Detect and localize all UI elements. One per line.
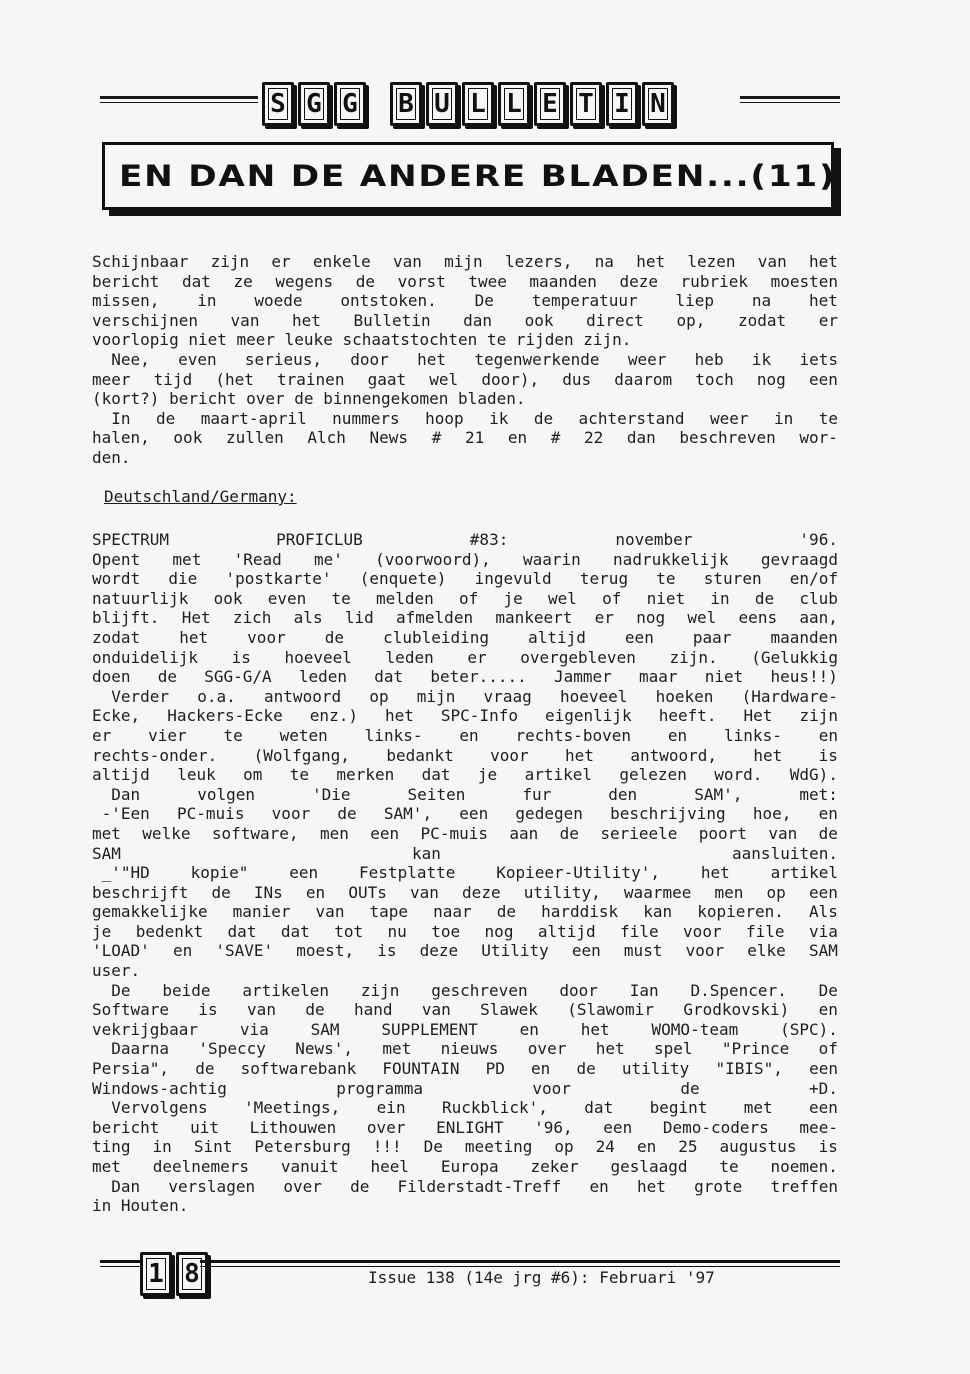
text-line: altijd leuk om te merken dat je artikel gelezen word. WdG). bbox=[92, 765, 838, 785]
article-intro bbox=[92, 252, 838, 468]
footer-rule-left bbox=[100, 1260, 140, 1263]
logo-letter: I bbox=[606, 82, 638, 126]
logo-letter: G bbox=[298, 82, 330, 126]
text-line: Software is van de hand van Slawek (Slawomir Grodkovski) en bbox=[92, 1000, 838, 1020]
text-line: De beide artikelen zijn geschreven door Ian D.Spencer. De bbox=[92, 980, 838, 1000]
text-line: wordt die 'postkarte' (enquete) ingevuld terug te sturen en/of bbox=[92, 569, 838, 589]
logo-letter: L bbox=[462, 82, 494, 126]
text-line: In de maart-april nummers hoop ik de achterstand weer in te bbox=[92, 408, 838, 428]
logo-letter: E bbox=[534, 82, 566, 126]
text-line: met deelnemers vanuit heel Europa zeker geslaagd te noemen. bbox=[92, 1157, 838, 1176]
text-line: Dan volgen 'Die Seiten fur den SAM', met: bbox=[92, 784, 838, 804]
text-line: Nee, even serieus, door het tegenwerkende weer heb ik iets bbox=[92, 349, 838, 369]
page-number-digit: 1 bbox=[140, 1252, 172, 1296]
logo-letter: L bbox=[498, 82, 530, 126]
text-line: Daarna 'Speccy News', met nieuws over het spel "Prince of bbox=[92, 1039, 838, 1059]
text-line: Ecke, Hackers-Ecke enz.) het SPC-Info eigenlijk heeft. Het zijn bbox=[92, 706, 838, 726]
text-line: beschrijft de INs en OUTs van deze utility, waarmee men op een bbox=[92, 882, 838, 902]
article-section-body bbox=[92, 530, 838, 1216]
text-line: (kort?) bericht over de binnengekomen bladen. bbox=[92, 389, 526, 409]
logo-letter: N bbox=[642, 82, 674, 126]
masthead-rule-left bbox=[100, 96, 258, 99]
text-line: user. bbox=[92, 961, 141, 981]
masthead-rule-right bbox=[740, 96, 840, 99]
text-line: bericht uit Lithouwen over ENLIGHT '96, een Demo-coders mee- bbox=[92, 1117, 838, 1137]
text-line: natuurlijk ook even te melden of je wel of niet in de club bbox=[92, 588, 838, 608]
article-title: EN DAN DE ANDERE BLADEN...(11) bbox=[119, 159, 837, 193]
text-line: Persia", de softwarebank FOUNTAIN PD en de utility "IBIS", een bbox=[92, 1059, 838, 1079]
footer-rule-left-thin bbox=[100, 1266, 140, 1267]
text-line: _'"HD kopie" een Festplatte Kopieer-Utility', het artikel bbox=[92, 863, 838, 883]
page-number-digit: 8 bbox=[176, 1252, 208, 1296]
sgg-bulletin-logo bbox=[262, 82, 674, 128]
text-line: in Houten. bbox=[92, 1196, 189, 1216]
text-line: vekrijgbaar via SAM SUPPLEMENT en het WOMO-team (SPC). bbox=[92, 1019, 838, 1039]
logo-letter: G bbox=[334, 82, 366, 126]
page-number bbox=[140, 1252, 208, 1296]
masthead bbox=[100, 82, 840, 130]
text-line: Vervolgens 'Meetings, ein Ruckblick', dat begint met een bbox=[92, 1098, 838, 1118]
text-line: bericht dat ze wegens de vorst twee maanden deze rubriek moesten bbox=[92, 271, 838, 291]
text-line: Opent met 'Read me' (voorwoord), waarin nadrukkelijk gevraagd bbox=[92, 549, 838, 569]
text-line: halen, ook zullen Alch News # 21 en # 22 dan beschreven wor- bbox=[92, 428, 838, 448]
text-line: voorlopig niet meer leuke schaatstochten te rijden zijn. bbox=[92, 330, 632, 350]
text-line: blijft. Het zich als lid afmelden mankeert er nog wel eens aan, bbox=[92, 608, 838, 628]
logo-letter: U bbox=[426, 82, 458, 126]
text-line: -'Een PC-muis voor de SAM', een gedegen beschrijving hoe, en bbox=[92, 804, 838, 824]
text-line: rechts-onder. (Wolfgang, bedankt voor het antwoord, het is bbox=[92, 745, 838, 765]
masthead-rule-right-thin bbox=[740, 102, 840, 103]
issue-info: Issue 138 (14e jrg #6): Februari '97 bbox=[368, 1268, 715, 1287]
text-line: gemakkelijke manier van tape naar de harddisk kan kopieren. Als bbox=[92, 902, 838, 922]
logo-letter: B bbox=[390, 82, 422, 126]
article-title-box bbox=[102, 142, 837, 210]
text-line: meer tijd (het trainen gaat wel door), dus daarom toch nog een bbox=[92, 369, 838, 389]
text-line: onduidelijk is hoeveel leden er overgebleven zijn. (Gelukkig bbox=[92, 647, 838, 667]
text-line: missen, in woede ontstoken. De temperatuur liep na het bbox=[92, 291, 838, 311]
text-line: Dan verslagen over de Filderstadt-Treff en het grote treffen bbox=[92, 1176, 838, 1196]
text-line: doen de SGG-G/A leden dat beter..... Jammer maar niet heus!!) bbox=[92, 667, 838, 687]
footer-rule-right bbox=[200, 1260, 840, 1263]
text-line: den. bbox=[92, 447, 131, 467]
masthead-rule-left-thin bbox=[100, 102, 258, 103]
text-line: SPECTRUM PROFICLUB #83: november '96. bbox=[92, 530, 838, 549]
text-line: er vier te weten links- en rechts-boven en links- en bbox=[92, 725, 838, 745]
text-line: zodat het voor de clubleiding altijd een paar maanden bbox=[92, 627, 838, 647]
text-line: 'LOAD' en 'SAVE' moest, is deze Utility een must voor elke SAM bbox=[92, 941, 838, 961]
text-line: met welke software, men een PC-muis aan de serieele poort van de bbox=[92, 823, 838, 843]
footer bbox=[100, 1246, 840, 1298]
text-line: Schijnbaar zijn er enkele van mijn lezers, na het lezen van het bbox=[92, 252, 838, 271]
text-line: ting in Sint Petersburg !!! De meeting op 24 en 25 augustus is bbox=[92, 1137, 838, 1157]
logo-letter: T bbox=[570, 82, 602, 126]
text-line: je bedenkt dat dat tot nu toe nog altijd file voor file via bbox=[92, 921, 838, 941]
logo-letter: S bbox=[262, 82, 294, 126]
text-line: Windows-achtig programma voor de +D. bbox=[92, 1078, 838, 1098]
text-line: Verder o.a. antwoord op mijn vraag hoeveel hoeken (Hardware- bbox=[92, 686, 838, 706]
section-heading: Deutschland/Germany: bbox=[104, 487, 297, 506]
footer-rule-right-thin bbox=[200, 1266, 840, 1267]
text-line: SAM kan aansluiten. bbox=[92, 843, 838, 863]
text-line: verschijnen van het Bulletin dan ook direct op, zodat er bbox=[92, 310, 838, 330]
